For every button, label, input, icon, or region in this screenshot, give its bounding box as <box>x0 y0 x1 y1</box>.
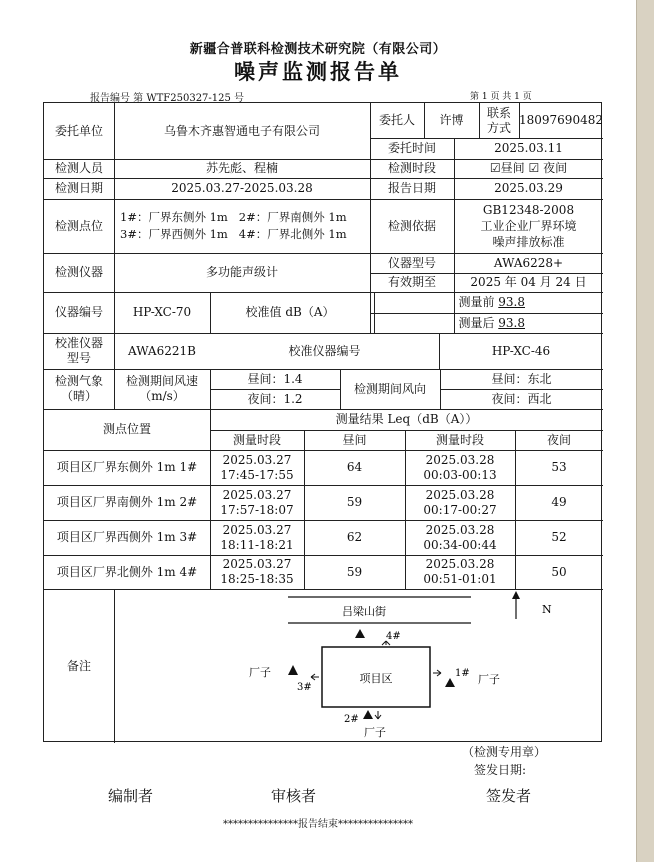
issue-date-label: 签发日期: <box>474 763 527 777</box>
after-cell <box>374 313 603 333</box>
remarks-label: 备注 <box>66 658 91 673</box>
serial-label: 仪器编号 <box>54 305 103 319</box>
valid-value: 2025 年 04 月 24 日 <box>470 275 587 289</box>
points-line-1: 1#：厂界东侧外 1m 2#：厂界南侧外 1m <box>120 210 347 224</box>
row-2-night-time <box>405 485 515 520</box>
calib-serial-value: HP-XC-46 <box>491 343 551 358</box>
date-value: 2025.03.27-2025.03.28 <box>171 181 313 195</box>
report-title: 噪声监测报告单 <box>234 59 402 84</box>
contact-label: 联系方式 <box>486 105 511 135</box>
north-label: N <box>542 603 552 616</box>
point-3-marker-icon <box>288 665 298 675</box>
wind-dir-label: 检测期间风向 <box>353 381 426 396</box>
row-2-night-value: 49 <box>551 495 567 509</box>
instrument-label: 检测仪器 <box>54 265 103 279</box>
wind-dir-night: 夜间：西北 <box>491 391 552 406</box>
row-3-day-value: 62 <box>346 530 363 544</box>
before-cell <box>374 292 603 313</box>
row-3-night-date: 2025.03.28 <box>425 522 495 537</box>
row-1-day-range: 17:45-17:55 <box>220 467 294 482</box>
report-number: 报告编号 第 WTF250327-125 号 <box>90 93 245 104</box>
row-4-night-date: 2025.03.28 <box>425 557 495 571</box>
basis-value <box>454 199 603 253</box>
col-day-time: 测量时段 <box>232 432 281 447</box>
wind-speed-night: 夜间：1.2 <box>247 391 303 406</box>
row-4-location: 项目区厂界北侧外 1m 4# <box>56 564 198 579</box>
point-4-label: 4# <box>386 631 401 642</box>
points-label: 检测点位 <box>54 218 103 233</box>
col-night-time: 测量时段 <box>435 432 484 447</box>
period-label: 检测时段 <box>387 161 436 175</box>
serial-value: HP-XC-70 <box>132 305 192 319</box>
calib-model-value: AWA6221B <box>128 343 196 358</box>
points-line-2: 3#：厂界西侧外 1m 4#：厂界北侧外 1m <box>120 227 347 241</box>
point-1-marker-icon <box>445 678 455 687</box>
after-value: 93.8 <box>498 315 525 330</box>
point-2-marker-icon <box>363 710 373 719</box>
inspector-label: 检测人员 <box>54 161 103 175</box>
points-value <box>114 199 370 253</box>
page-edge <box>636 0 654 862</box>
inspector-value: 苏先彪、程楠 <box>205 161 278 175</box>
report-end: ***************报告结束*************** <box>223 819 413 830</box>
compiler-label: 编制者 <box>108 787 154 805</box>
model-label: 仪器型号 <box>387 255 436 270</box>
basis-line-2: 工业企业厂界环境 <box>480 219 577 233</box>
location-label: 测点位置 <box>102 422 151 436</box>
report-date-label: 报告日期 <box>387 181 436 195</box>
row-3-day-time <box>210 520 304 555</box>
row-4-day-date: 2025.03.27 <box>222 557 292 571</box>
col-night: 夜间 <box>546 432 571 447</box>
row-3-night-time <box>405 520 515 555</box>
col-day: 昼间 <box>342 432 367 447</box>
instrument-value: 多功能声级计 <box>205 265 278 279</box>
basis-line-3: 噪声排放标准 <box>492 235 565 249</box>
wind-speed-label: 检测期间风速（m/s） <box>125 374 198 403</box>
organization-name: 新疆合普联科检测技术研究院（有限公司） <box>189 42 447 57</box>
row-3-day-date: 2025.03.27 <box>222 522 292 537</box>
factory-south-label: 厂子 <box>364 726 386 739</box>
row-1-day-time <box>210 450 304 485</box>
row-1-night-range: 00:03-00:13 <box>423 467 497 482</box>
contact-value: 18097690482 <box>519 113 603 127</box>
row-1-day-value: 64 <box>346 460 363 474</box>
wind-dir-day: 昼间：东北 <box>491 371 552 386</box>
row-4-day-range: 18:25-18:35 <box>220 572 294 586</box>
client-value: 乌鲁木齐惠智通电子有限公司 <box>163 123 320 138</box>
factory-east-label: 厂子 <box>478 673 500 686</box>
row-2-night-date: 2025.03.28 <box>425 487 495 502</box>
row-4-day-time <box>210 555 304 589</box>
row-2-day-time <box>210 485 304 520</box>
row-3-location: 项目区厂界西侧外 1m 3# <box>56 530 198 544</box>
row-2-day-value: 59 <box>346 495 363 509</box>
row-2-day-range: 17:57-18:07 <box>220 502 294 517</box>
row-4-night-range: 00:51-01:01 <box>423 572 497 586</box>
page-info: 第 1 页 共 1 页 <box>470 92 532 102</box>
basis-line-1: GB12348-2008 <box>482 203 575 217</box>
project-label: 项目区 <box>359 672 393 685</box>
entrust-person-label: 委托人 <box>378 113 415 127</box>
calib-serial-label: 校准仪器编号 <box>288 343 361 358</box>
entrust-person-value: 许博 <box>439 113 464 127</box>
entrust-time-value: 2025.03.11 <box>494 141 563 155</box>
after-label: 测量后 <box>458 315 495 330</box>
stamp-label: （检测专用章） <box>462 745 547 759</box>
row-4-night-time <box>405 555 515 589</box>
row-4-day-value: 59 <box>346 564 363 579</box>
weather-label: 检测气象（晴） <box>54 374 103 403</box>
row-3-day-range: 18:11-18:21 <box>220 537 294 552</box>
row-1-night-date: 2025.03.28 <box>425 452 495 467</box>
row-4-night-value: 50 <box>551 564 567 579</box>
date-label: 检测日期 <box>54 181 103 195</box>
period-value: ☑昼间 ☑ 夜间 <box>489 161 568 175</box>
report-date-value: 2025.03.29 <box>494 181 563 195</box>
row-1-night-time <box>405 450 515 485</box>
before-label: 测量前 <box>458 295 495 309</box>
point-4-marker-icon <box>355 629 365 638</box>
factory-west-label: 厂子 <box>249 666 271 679</box>
valid-label: 有效期至 <box>387 275 436 289</box>
row-3-night-value: 52 <box>551 530 567 544</box>
before-value: 93.8 <box>498 295 525 309</box>
row-1-location: 项目区厂界东侧外 1m 1# <box>56 460 198 474</box>
entrust-time-label: 委托时间 <box>387 141 436 155</box>
calib-label: 校准值 dB（A） <box>245 305 335 319</box>
point-2-label: 2# <box>344 714 359 725</box>
row-3-night-range: 00:34-00:44 <box>423 537 497 552</box>
row-2-location: 项目区厂界南侧外 1m 2# <box>56 495 198 509</box>
basis-label: 检测依据 <box>387 218 436 233</box>
wind-speed-day: 昼间：1.4 <box>247 371 303 386</box>
model-value: AWA6228+ <box>493 255 564 270</box>
row-1-night-value: 53 <box>551 460 567 474</box>
result-label: 测量结果 Leq（dB（A）） <box>335 412 478 426</box>
point-3-label: 3# <box>297 682 312 693</box>
row-2-day-date: 2025.03.27 <box>222 487 292 502</box>
point-1-label: 1# <box>455 668 470 679</box>
street-label: 吕梁山街 <box>342 605 386 618</box>
report-table <box>43 102 602 742</box>
calib-model-label: 校准仪器型号 <box>54 336 103 365</box>
row-2-night-range: 00:17-00:27 <box>423 502 497 517</box>
site-diagram <box>114 589 603 743</box>
north-arrow-head-icon <box>512 591 520 599</box>
reviewer-label: 审核者 <box>271 787 317 805</box>
issuer-label: 签发者 <box>486 787 532 805</box>
client-label: 委托单位 <box>54 123 103 138</box>
row-1-day-date: 2025.03.27 <box>222 452 292 467</box>
